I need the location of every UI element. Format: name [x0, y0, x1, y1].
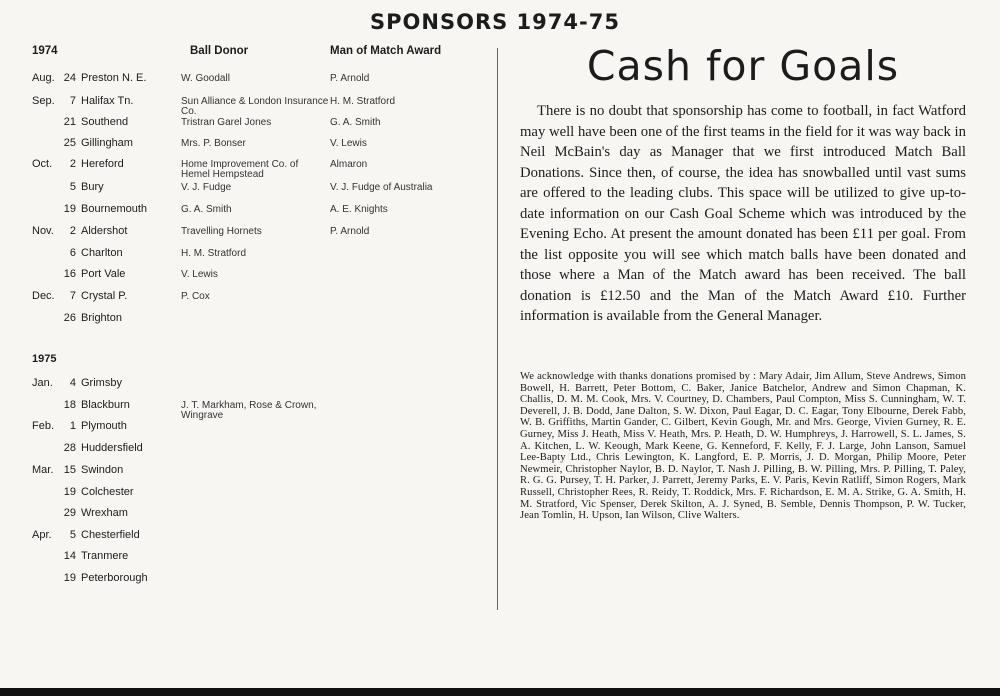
match-day: 25: [63, 137, 76, 149]
man-of-match: P. Arnold: [330, 73, 370, 84]
opponent-name: Chesterfield: [81, 529, 140, 541]
opponent-name: Gillingham: [81, 137, 133, 149]
match-day: 15: [63, 464, 76, 476]
ball-donor: J. T. Markham, Rose & Crown, Wingrave: [181, 400, 317, 421]
match-day: 5: [69, 529, 76, 541]
opponent-name: Port Vale: [81, 268, 126, 280]
match-day: 26: [63, 312, 76, 324]
opponent-name: Swindon: [81, 464, 124, 476]
man-of-match: P. Arnold: [330, 226, 370, 237]
man-of-match-heading: Man of Match Award: [330, 45, 442, 57]
page-title: SPONSORS 1974-75: [370, 10, 620, 34]
match-month: Apr.: [32, 529, 52, 541]
opponent-name: Charlton: [81, 247, 123, 259]
opponent-name: Bury: [81, 181, 104, 193]
opponent-name: Aldershot: [81, 225, 128, 237]
opponent-name: Crystal P.: [81, 290, 128, 302]
ball-donor: Mrs. P. Bonser: [181, 138, 246, 149]
match-day: 29: [63, 507, 76, 519]
ball-donor: P. Cox: [181, 291, 210, 302]
opponent-name: Blackburn: [81, 399, 130, 411]
ball-donor: G. A. Smith: [181, 204, 232, 215]
opponent-name: Peterborough: [81, 572, 148, 584]
match-day: 19: [63, 203, 76, 215]
ball-donor: V. J. Fudge: [181, 182, 232, 193]
year-1974-heading: 1974: [32, 45, 58, 57]
man-of-match: V. Lewis: [330, 138, 367, 149]
match-month: Aug.: [32, 72, 55, 84]
man-of-match: Almaron: [330, 159, 368, 170]
match-day: 24: [63, 72, 76, 84]
man-of-match: A. E. Knights: [330, 204, 388, 215]
ball-donor: H. M. Stratford: [181, 248, 247, 259]
opponent-name: Brighton: [81, 312, 122, 324]
column-divider: [497, 48, 498, 610]
match-month: Nov.: [32, 225, 54, 237]
opponent-name: Plymouth: [81, 420, 127, 432]
match-month: Sep.: [32, 95, 55, 107]
ball-donor: Home Improvement Co. of Hemel Hempstead: [181, 159, 299, 180]
opponent-name: Tranmere: [81, 550, 129, 562]
match-day: 19: [63, 486, 76, 498]
match-day: 4: [69, 377, 76, 389]
man-of-match: G. A. Smith: [330, 117, 381, 128]
bottom-border: [0, 688, 1000, 696]
acknowledgements-text: We acknowledge with thanks donations promised by : Mary Adair, Jim Allum, Steve Andrews, Simon Bowell, H. Barrett, Peter Bottom, C. Baker, Janice Batchelor, Andrew and Simon Chapman, K. Challis, D. M. M. Cook, Mrs. V. Courtney, D. Chambers, Paul Compton, Miss S. Cunningham, W. T. Deverell, J. B. Dodd, Jane Dalton, S. W. Dixon, Paul Eagar, D. C. Eagar, Tony Elbourne, Derek Fabb, W. B. Griffiths, Martin Gander, C. Gilbert, Kevin Gough, Mr. and Mrs. George, Vivien Gurney, R. E. Gurney, Miss J. Heath, Miss V. Heath, Mrs. P. Heath, D. W. Humphreys, J. Harrowell, S. L. James, S. A. Kitchen, L. W. Keough, Mark Keene, G. Kenneford, F. Kelly, F. J. Large, John Lanson, Samuel Lee-Bapty Ltd., Chris Lewington, K. Langford, E. P. Morris, J. D. Morgan, Philip Moore, Peter Newmeir, Christopher Naylor, B. D. Naylor, T. Nash J. Pilling, B. W. Pilling, Mrs. P. Pilling, T. Paley, R. G. G. Pursey, T. H. Parker, J. Parrett, Jeremy Parks, E. V. Paris, Kevin Ratliff, Simon Rogers, Mark Russell, Christopher Rees, R. Reidy, T. Roddick, Mrs. F. Richardson, E. M. A. Strike, G. A. Smith, H. M. Stratford, Vic Spenser, Derek Skilton, A. J. Syned, B. Semble, Dennis Thompson, P. W. Tucker, Jean Tomlin, H. Upson, Ian Wilson, Clive Walters.: [520, 371, 966, 522]
match-day: 19: [63, 572, 76, 584]
match-day: 7: [69, 95, 76, 107]
match-month: Mar.: [32, 464, 54, 476]
match-month: Jan.: [32, 377, 53, 389]
man-of-match: H. M. Stratford: [330, 96, 396, 107]
match-day: 18: [63, 399, 76, 411]
table-row: [0, 312, 480, 342]
ball-donor: Sun Alliance & London Insurance Co.: [181, 96, 329, 117]
match-day: 5: [69, 181, 76, 193]
match-day: 6: [69, 247, 76, 259]
opponent-name: Colchester: [81, 486, 134, 498]
opponent-name: Halifax Tn.: [81, 95, 134, 107]
opponent-name: Bournemouth: [81, 203, 148, 215]
match-day: 2: [69, 225, 76, 237]
match-day: 21: [63, 116, 76, 128]
match-day: 2: [69, 158, 76, 170]
ball-donor: W. Goodall: [181, 73, 230, 84]
man-of-match: V. J. Fudge of Australia: [330, 182, 433, 193]
year-1975-heading: 1975: [32, 353, 57, 365]
ball-donor: Tristran Garel Jones: [181, 117, 272, 128]
match-day: 1: [69, 420, 76, 432]
article-headline: Cash for Goals: [586, 42, 900, 90]
match-day: 28: [63, 442, 76, 454]
match-day: 7: [69, 290, 76, 302]
match-month: Oct.: [32, 158, 53, 170]
table-row: [0, 572, 480, 602]
opponent-name: Wrexham: [81, 507, 128, 519]
opponent-name: Huddersfield: [81, 442, 143, 454]
ball-donor: Travelling Hornets: [181, 226, 262, 237]
opponent-name: Southend: [81, 116, 129, 128]
opponent-name: Grimsby: [81, 377, 122, 389]
article-body: There is no doubt that sponsorship has come to football, in fact Watford may well have been one of the first teams in the field for it was way back in Neil McBain's day as Manager that we first introduced Match Ball Donations. Since then, of course, the idea has snowballed until vast sums are offered to the leading clubs. This space will be utilized to give up-to-date information on our Cash Goal Scheme which was introduced by the Evening Echo. At present the amount donated has been £11 per goal. From the list opposite you will see which match balls have been donated and those where a Man of the Match award has been received. The ball donation is £12.50 and the Man of the Match Award £10. Further information is available from the General Manager.: [520, 103, 966, 324]
ball-donor: V. Lewis: [181, 269, 218, 280]
match-month: Dec.: [32, 290, 55, 302]
opponent-name: Preston N. E.: [81, 72, 147, 84]
match-month: Feb.: [32, 420, 55, 432]
opponent-name: Hereford: [81, 158, 124, 170]
match-day: 16: [63, 268, 76, 280]
match-day: 14: [63, 550, 76, 562]
ball-donor-heading: Ball Donor: [190, 45, 249, 57]
